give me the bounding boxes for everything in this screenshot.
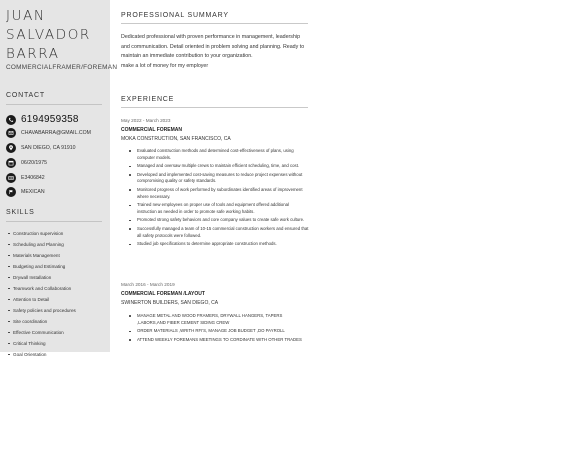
contact-birthdate <box>6 158 47 168</box>
location-icon <box>6 143 16 153</box>
job-1-dates: May 2022 - March 2023 <box>121 118 171 123</box>
flag-icon <box>6 187 16 197</box>
list-item: Studied job specifications to determine appropriate construction methods. <box>137 241 309 248</box>
candidate-name <box>6 7 108 64</box>
phone-number: 6194959358 <box>21 114 79 125</box>
skill-item: Safety policies and procedures <box>13 308 76 313</box>
summary-text <box>121 33 309 72</box>
name-line-2: SALVADOR <box>6 27 91 43</box>
license-text: E3406842 <box>21 175 45 181</box>
experience-divider <box>121 107 308 108</box>
skill-item: Drywall Installation <box>13 275 52 280</box>
skill-item: Budgeting and Estimating <box>13 264 66 269</box>
skill-item: Site coordination <box>13 319 48 324</box>
job-1-company: MOKA CONSTRUCTION, SAN FRANCISCO, CA <box>121 136 231 142</box>
skills-heading: SKILLS <box>6 209 35 216</box>
skill-item: Teamwork and Collaboration <box>13 286 72 291</box>
list-item: Successfully managed a team of 10-15 commercial construction workers and ensured that all safety protocols were followed. <box>137 225 309 238</box>
summary-paragraph-2: make a lot of money for my employer <box>121 63 209 70</box>
job-2-company: SWINERTON BUILDERS, SAN DIEGO, CA <box>121 300 219 306</box>
birthdate-text: 06/20/1975 <box>21 160 47 166</box>
job-2-dates: March 2016 - March 2019 <box>121 282 175 287</box>
nationality-text: MEXICAN <box>21 189 45 195</box>
skill-item: Critical Thinking <box>13 341 46 346</box>
skills-divider <box>6 221 102 222</box>
skill-item: Goal Orientation <box>13 352 47 357</box>
name-line-1: JUAN <box>6 8 46 24</box>
skill-item: Materials Management <box>13 253 60 258</box>
calendar-icon <box>6 158 16 168</box>
id-icon <box>6 173 16 183</box>
list-item: Trained new employees on proper use of tools and equipment offered additional instruction as needed in order to promote safe working habits. <box>137 202 309 215</box>
email-icon <box>6 128 16 138</box>
skill-item: Effective Communication <box>13 330 64 335</box>
job-2-bullets <box>137 313 309 343</box>
contact-license <box>6 173 45 183</box>
job-1-bullets <box>137 148 309 248</box>
contact-nationality <box>6 187 45 197</box>
summary-divider <box>121 23 308 24</box>
list-item: Evaluated construction methods and determined cost-effectiveness of plans, using computer models. <box>137 148 309 161</box>
contact-email[interactable] <box>6 128 91 138</box>
job-1-title: COMMERCIAL FOREMAN <box>121 127 183 133</box>
skill-item: Attention to Detail <box>13 297 50 302</box>
skill-item: Scheduling and Planning <box>13 242 64 247</box>
list-item: ATTEND WEEKLY FOREMANS MEETINGS TO CORDINATE WITH OTHER TRADES <box>137 337 309 344</box>
contact-address <box>6 143 76 153</box>
phone-icon <box>6 115 16 125</box>
summary-paragraph: Dedicated professional with proven performance in management, leadership and communication. Detail oriented in problem solving and planning. Ready to maintain an immediate contribution to your organization. <box>121 34 305 60</box>
contact-divider <box>6 104 102 105</box>
sidebar <box>0 0 118 357</box>
name-line-3: BARRA <box>6 46 60 62</box>
job-title: COMMERCIALFRAMER/FOREMAN <box>6 64 118 71</box>
list-item: Promoted strong safety behaviors and core company values to create safe work culture. <box>137 217 309 224</box>
contact-heading: CONTACT <box>6 92 45 99</box>
list-item: Developed and implemented cost-saving measures to reduce project expenses without compromising quality or safety standards. <box>137 172 309 185</box>
list-item: Monitored progress of work performed by subordinates identified areas of improvement where necessary. <box>137 187 309 200</box>
address-text: SAN DIEGO, CA 91910 <box>21 145 76 151</box>
experience-heading: EXPERIENCE <box>121 96 175 103</box>
summary-heading: PROFESSIONAL SUMMARY <box>121 12 229 19</box>
list-item: ORDER MATERIALS ,WRITH RFI'S, MANAGE JOB BUDGET ,DO PAYROLL <box>137 328 309 335</box>
email-address: CHAVABARRA@GMAIL.COM <box>21 130 91 136</box>
job-2-title: COMMERCIAL FOREMAN /LAYOUT <box>121 291 205 297</box>
skill-item: Construction supervision <box>13 231 64 236</box>
list-item: Managed and oversaw multiple crews to maintain efficient scheduling, time, and cost. <box>137 163 309 170</box>
list-item: MANAGE METAL AND WOOD FRAMERS, DRYWALL HANGERS, TAPERS ,LABORS,AND FIBER CEMENT SIDING CREW <box>137 313 309 326</box>
contact-phone[interactable] <box>6 114 79 125</box>
